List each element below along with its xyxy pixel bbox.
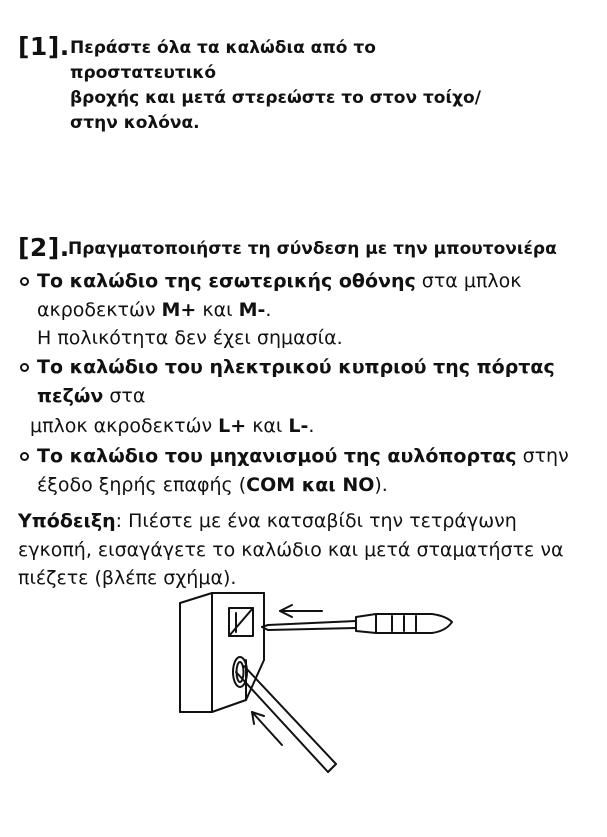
bullet-3-prefix: έξοδο ξηρής επαφής ( bbox=[37, 474, 247, 496]
bullet-2-prefix: μπλοκ ακροδεκτών bbox=[30, 415, 219, 437]
bullet-2-end: . bbox=[308, 415, 315, 437]
bullet-2-bold: πεζών bbox=[37, 385, 104, 407]
step-1-line: προστατευτικό bbox=[70, 63, 217, 83]
step-2-number: [2]. bbox=[18, 233, 70, 262]
bullet-1-end: . bbox=[265, 299, 272, 321]
bullet-2-line-3 bbox=[30, 413, 314, 439]
terminal-m-minus: M- bbox=[238, 299, 266, 321]
bullet-1-bold: Το καλώδιο της εσωτερικής οθόνης bbox=[37, 270, 416, 292]
bullet-icon bbox=[20, 277, 29, 286]
step-1-line: βροχής και μετά στερεώστε το στον τοίχο/ bbox=[70, 88, 481, 108]
bullet-3-end: ). bbox=[374, 474, 388, 496]
step-1-instructions bbox=[70, 36, 481, 136]
bullet-icon bbox=[20, 452, 29, 461]
bullet-1-text: στα μπλοκ bbox=[415, 270, 522, 292]
step-1-number: [1]. bbox=[18, 32, 70, 61]
bullet-3-line-2 bbox=[37, 472, 388, 498]
hint-line-3: πιέζετε (βλέπε σχήμα). bbox=[18, 567, 237, 589]
hint-line-1 bbox=[18, 508, 517, 534]
terminal-l-plus: L+ bbox=[218, 415, 247, 437]
bullet-1-and: και bbox=[196, 299, 239, 321]
bullet-1-line-3: Η πολικότητα δεν έχει σημασία. bbox=[37, 327, 343, 349]
bullet-3-line-1 bbox=[37, 443, 569, 469]
bullet-2-and: και bbox=[246, 415, 289, 437]
bullet-3-text: στην bbox=[516, 445, 569, 467]
bullet-1-line-2 bbox=[37, 297, 271, 323]
terminals-com-no: COM και NO bbox=[246, 474, 375, 496]
bullet-1-line-1 bbox=[37, 268, 521, 294]
bullet-2-line-2 bbox=[37, 383, 145, 409]
step-1-line: Περάστε όλα τα καλώδια από το bbox=[70, 38, 376, 58]
arrow-left-icon bbox=[280, 605, 322, 617]
bullet-3-bold: Το καλώδιο του μηχανισμού της αυλόπορτας bbox=[37, 445, 517, 467]
wire-icon bbox=[236, 666, 336, 772]
screwdriver-icon bbox=[262, 614, 452, 633]
terminal-l-minus: L- bbox=[288, 415, 309, 437]
bullet-2-text: στα bbox=[103, 385, 146, 407]
step-2-heading: Πραγματοποιήστε τη σύνδεση με την μπουτονιέρα bbox=[68, 239, 557, 259]
bullet-icon bbox=[20, 363, 29, 372]
bullet-1-prefix: ακροδεκτών bbox=[37, 299, 162, 321]
step-1-line: στην κολόνα. bbox=[70, 113, 200, 133]
bullet-2-line-1: Το καλώδιο του ηλεκτρικού κυπριού της πόρτας bbox=[37, 356, 555, 378]
arrow-up-left-icon bbox=[252, 712, 282, 745]
terminal-block bbox=[180, 593, 264, 712]
hint-label: Υπόδειξη bbox=[18, 510, 116, 532]
hint-line-2: εγκοπή, εισαγάγετε το καλώδιο και μετά σταματήστε να bbox=[18, 539, 564, 561]
terminal-m-plus: M+ bbox=[161, 299, 197, 321]
hint-text: : Πιέστε με ένα κατσαβίδι την τετράγωνη bbox=[115, 510, 517, 532]
